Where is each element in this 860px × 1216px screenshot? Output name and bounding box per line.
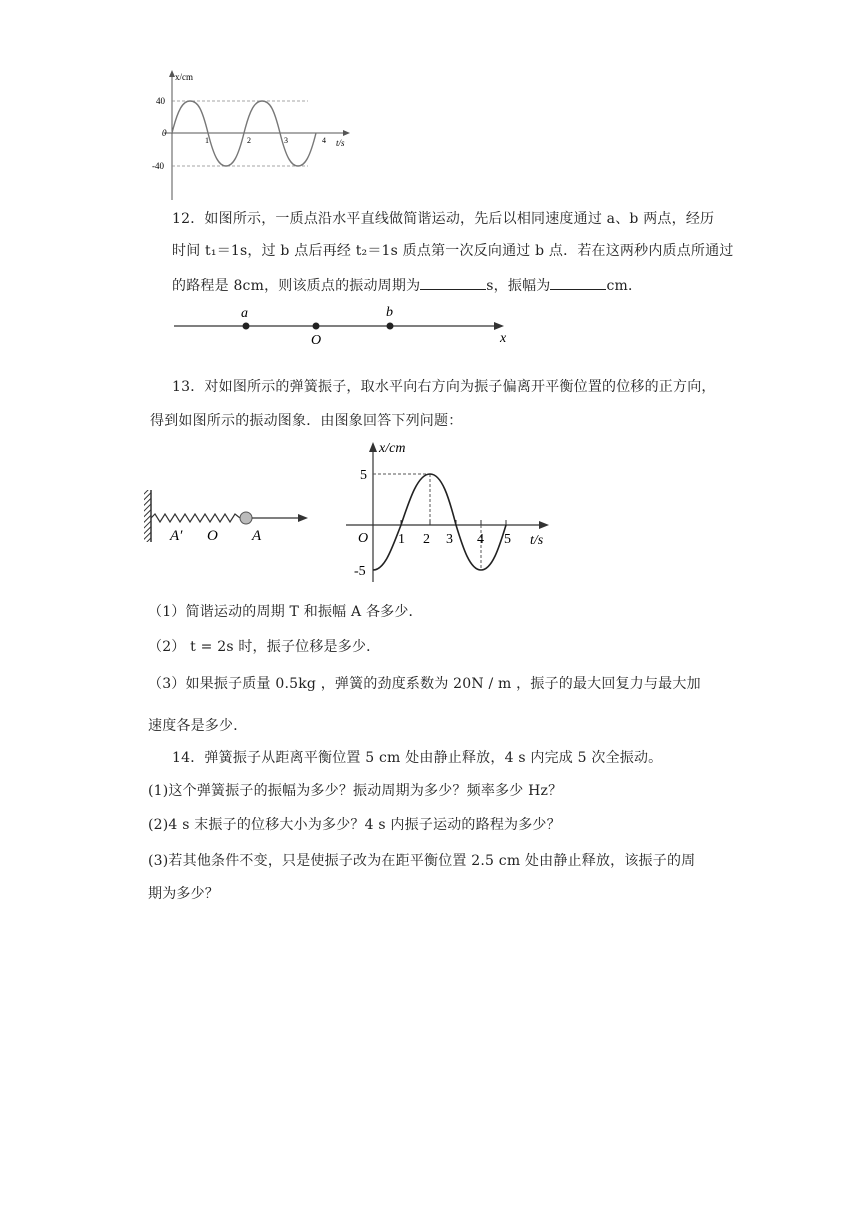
t-axis-label: t/s (530, 533, 544, 548)
vibration-graph (340, 436, 560, 586)
q14-sub-1: (1)这个弹簧振子的振幅为多少？振动周期为多少？频率多少 Hz？ (148, 783, 563, 799)
q14-sub-3-line-1: (3)若其他条件不变，只是使振子改为在距平衡位置 2.5 cm 处由静止释放，该振子的周 (148, 853, 696, 869)
y-tick-neg40: -40 (152, 161, 164, 171)
q13-sub-3-line-2: 速度各是多少． (148, 718, 248, 734)
q12-line-3-post: cm． (606, 278, 643, 294)
q13-sub-3-line-1: （3）如果振子质量 0.5kg ，弹簧的劲度系数为 20N / m ，振子的最大回复力与最大加 (148, 676, 701, 692)
vibration-curve (373, 474, 506, 570)
oscillator-ball (240, 512, 252, 524)
label-a: a (241, 306, 248, 321)
t-tick-1: 1 (205, 136, 209, 145)
origin-label: O (358, 531, 369, 546)
q13-line-1: 13．对如图所示的弹簧振子，取水平向右方向为振子偏离开平衡位置的位移的正方向， (172, 379, 716, 395)
q14-sub-2: (2)4 s 末振子的位移大小为多少？4 s 内振子运动的路程为多少？ (148, 817, 561, 833)
t-tick-label-5: 5 (504, 532, 511, 547)
label-o: O (207, 528, 218, 544)
y-tick-0: 0 (162, 128, 167, 138)
point-o (313, 323, 320, 330)
y-axis-label: x/cm (379, 441, 406, 456)
q13-sub-2: （2） t = 2s 时，振子位移是多少． (148, 639, 381, 655)
t-tick-2: 2 (247, 136, 251, 145)
q14-sub-3-line-2: 期为多少？ (148, 886, 219, 902)
label-b: b (386, 305, 393, 320)
label-a-prime: A′ (170, 528, 183, 544)
period-answer-blank[interactable] (420, 275, 486, 290)
q11-sine-graph (140, 66, 360, 206)
t-tick-label-1: 1 (398, 532, 405, 547)
t-axis-arrow (343, 130, 350, 136)
point-a (243, 323, 250, 330)
label-o: O (311, 333, 322, 348)
q12-line-3-mid: s，振幅为 (486, 278, 551, 294)
point-b (387, 323, 394, 330)
y-tick-neg5: -5 (354, 564, 366, 579)
q12-line-2: 时间 t₁＝1s，过 b 点后再经 t₂＝1s 质点第一次反向通过 b 点．若在这两秒内质点所通过 (172, 243, 734, 259)
q12-line-figure (170, 304, 520, 348)
q12-line-1: 12．如图所示，一质点沿水平直线做简谐运动，先后以相同速度通过 a、b 两点，经历 (172, 211, 715, 227)
t-tick-label-3: 3 (446, 532, 453, 547)
y-axis-label: x/cm (175, 72, 193, 82)
t-tick-3: 3 (284, 136, 288, 145)
y-tick-40: 40 (156, 96, 165, 106)
spring-oscillator-figure (140, 486, 315, 546)
q13-line-2: 得到如图所示的振动图象．由图象回答下列问题： (150, 413, 463, 429)
direction-arrow (298, 514, 308, 522)
q12-line-3-pre: 的路程是 8cm，则该质点的振动周期为 (172, 278, 421, 294)
q13-sub-1: （1）简谐运动的周期 T 和振幅 A 各多少． (148, 604, 423, 620)
amplitude-answer-blank[interactable] (550, 275, 606, 290)
t-axis-arrow (539, 521, 549, 529)
q14-line-1: 14．弹簧振子从距离平衡位置 5 cm 处由静止释放，4 s 内完成 5 次全振动。 (172, 750, 663, 766)
t-tick-label-2: 2 (423, 532, 430, 547)
q12-line-3 (172, 275, 642, 296)
label-x: x (500, 331, 507, 346)
t-tick-label-4: 4 (477, 532, 484, 547)
t-axis-label: t/s (336, 138, 345, 148)
x-axis-arrow (494, 322, 504, 330)
t-tick-4: 4 (322, 136, 326, 145)
x-axis-vertical-arrow (369, 442, 377, 452)
label-a: A (252, 528, 262, 544)
spring-coil (151, 514, 240, 522)
wall (144, 490, 151, 542)
y-tick-5: 5 (360, 468, 367, 483)
